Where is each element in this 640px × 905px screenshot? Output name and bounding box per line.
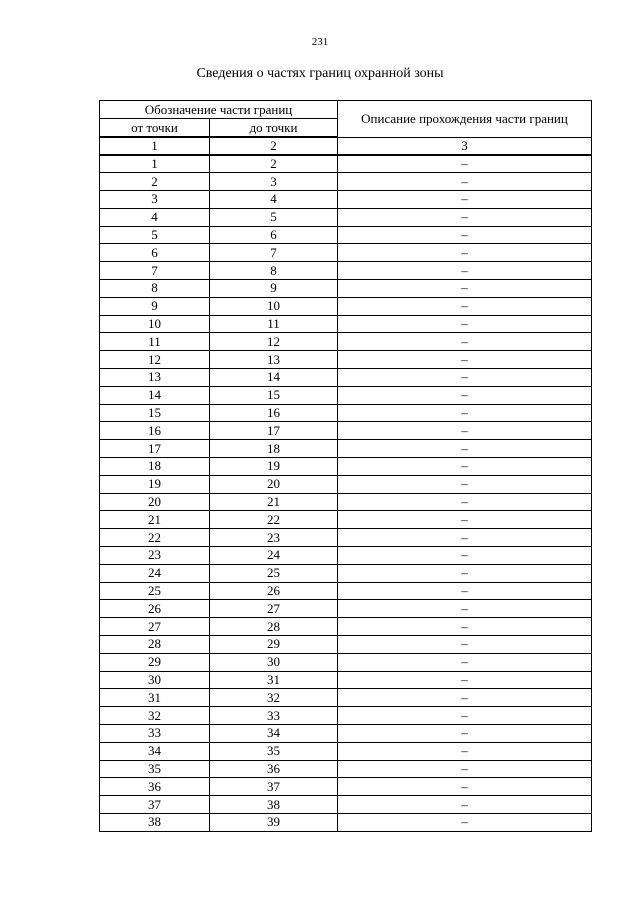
- from-point-cell: 19: [100, 475, 210, 493]
- description-cell: –: [338, 547, 592, 565]
- from-point-cell: 20: [100, 493, 210, 511]
- description-cell: –: [338, 226, 592, 244]
- from-point-cell: 9: [100, 297, 210, 315]
- description-cell: –: [338, 386, 592, 404]
- to-point-cell: 24: [210, 547, 338, 565]
- boundary-parts-table: [99, 100, 592, 832]
- page-number: 231: [311, 36, 329, 48]
- column-number-row: [100, 137, 592, 155]
- table-body: [100, 137, 592, 831]
- description-cell: –: [338, 173, 592, 191]
- from-point-cell: 2: [100, 173, 210, 191]
- description-cell: –: [338, 653, 592, 671]
- to-point-cell: 26: [210, 582, 338, 600]
- table-row: [100, 725, 592, 743]
- description-cell: –: [338, 760, 592, 778]
- to-point-cell: 21: [210, 493, 338, 511]
- from-point-cell: 8: [100, 280, 210, 298]
- table-row: [100, 600, 592, 618]
- table-row: [100, 369, 592, 387]
- to-point-cell: 38: [210, 796, 338, 814]
- from-point-cell: 6: [100, 244, 210, 262]
- table-row: [100, 458, 592, 476]
- from-point-cell: 10: [100, 315, 210, 333]
- description-cell: –: [338, 493, 592, 511]
- from-point-cell: 12: [100, 351, 210, 369]
- from-point-cell: 34: [100, 742, 210, 760]
- table-row: [100, 226, 592, 244]
- table-row: [100, 529, 592, 547]
- to-point-cell: 34: [210, 725, 338, 743]
- from-point-cell: 31: [100, 689, 210, 707]
- header-boundary-description: Описание прохождения части границ: [338, 101, 592, 138]
- table-row: [100, 440, 592, 458]
- table-row: [100, 155, 592, 173]
- to-point-cell: 15: [210, 386, 338, 404]
- to-point-cell: 2: [210, 155, 338, 173]
- from-point-cell: 28: [100, 636, 210, 654]
- to-point-cell: 18: [210, 440, 338, 458]
- table-row: [100, 297, 592, 315]
- header-to-point: до точки: [210, 119, 338, 138]
- to-point-cell: 13: [210, 351, 338, 369]
- table-row: [100, 618, 592, 636]
- table-row: [100, 475, 592, 493]
- from-point-cell: 5: [100, 226, 210, 244]
- to-point-cell: 23: [210, 529, 338, 547]
- to-point-cell: 39: [210, 813, 338, 831]
- document-title: Сведения о частях границ охранной зоны: [196, 66, 444, 81]
- table-row: [100, 315, 592, 333]
- description-cell: –: [338, 511, 592, 529]
- to-point-cell: 31: [210, 671, 338, 689]
- from-point-cell: 35: [100, 760, 210, 778]
- to-point-cell: 19: [210, 458, 338, 476]
- table-row: [100, 280, 592, 298]
- description-cell: –: [338, 707, 592, 725]
- to-point-cell: 35: [210, 742, 338, 760]
- from-point-cell: 4: [100, 208, 210, 226]
- table-header-row-1: [100, 101, 592, 119]
- to-point-cell: 37: [210, 778, 338, 796]
- table-row: [100, 689, 592, 707]
- description-cell: –: [338, 369, 592, 387]
- description-cell: –: [338, 315, 592, 333]
- table-row: [100, 262, 592, 280]
- header-from-point: от точки: [100, 119, 210, 138]
- table-row: [100, 244, 592, 262]
- table-row: [100, 191, 592, 209]
- from-point-cell: 25: [100, 582, 210, 600]
- from-point-cell: 17: [100, 440, 210, 458]
- description-cell: –: [338, 155, 592, 173]
- from-point-cell: 16: [100, 422, 210, 440]
- to-point-cell: 6: [210, 226, 338, 244]
- column-number: 2: [210, 137, 338, 155]
- to-point-cell: 7: [210, 244, 338, 262]
- description-cell: –: [338, 351, 592, 369]
- from-point-cell: 3: [100, 191, 210, 209]
- table-row: [100, 742, 592, 760]
- table-row: [100, 760, 592, 778]
- from-point-cell: 1: [100, 155, 210, 173]
- description-cell: –: [338, 618, 592, 636]
- table-row: [100, 208, 592, 226]
- to-point-cell: 11: [210, 315, 338, 333]
- description-cell: –: [338, 458, 592, 476]
- table-row: [100, 564, 592, 582]
- to-point-cell: 3: [210, 173, 338, 191]
- from-point-cell: 22: [100, 529, 210, 547]
- from-point-cell: 29: [100, 653, 210, 671]
- description-cell: –: [338, 689, 592, 707]
- to-point-cell: 14: [210, 369, 338, 387]
- description-cell: –: [338, 422, 592, 440]
- description-cell: –: [338, 813, 592, 831]
- to-point-cell: 33: [210, 707, 338, 725]
- to-point-cell: 12: [210, 333, 338, 351]
- from-point-cell: 36: [100, 778, 210, 796]
- description-cell: –: [338, 778, 592, 796]
- description-cell: –: [338, 191, 592, 209]
- table-row: [100, 671, 592, 689]
- description-cell: –: [338, 475, 592, 493]
- from-point-cell: 30: [100, 671, 210, 689]
- description-cell: –: [338, 404, 592, 422]
- description-cell: –: [338, 333, 592, 351]
- description-cell: –: [338, 796, 592, 814]
- from-point-cell: 21: [100, 511, 210, 529]
- table-row: [100, 547, 592, 565]
- from-point-cell: 33: [100, 725, 210, 743]
- to-point-cell: 27: [210, 600, 338, 618]
- table-row: [100, 386, 592, 404]
- table-row: [100, 404, 592, 422]
- from-point-cell: 15: [100, 404, 210, 422]
- from-point-cell: 23: [100, 547, 210, 565]
- to-point-cell: 9: [210, 280, 338, 298]
- header-boundary-designation: Обозначение части границ: [100, 101, 338, 119]
- description-cell: –: [338, 529, 592, 547]
- to-point-cell: 28: [210, 618, 338, 636]
- description-cell: –: [338, 671, 592, 689]
- to-point-cell: 25: [210, 564, 338, 582]
- from-point-cell: 7: [100, 262, 210, 280]
- to-point-cell: 16: [210, 404, 338, 422]
- description-cell: –: [338, 725, 592, 743]
- to-point-cell: 4: [210, 191, 338, 209]
- table-row: [100, 173, 592, 191]
- description-cell: –: [338, 208, 592, 226]
- from-point-cell: 38: [100, 813, 210, 831]
- table-row: [100, 511, 592, 529]
- from-point-cell: 11: [100, 333, 210, 351]
- table-row: [100, 707, 592, 725]
- table-row: [100, 653, 592, 671]
- description-cell: –: [338, 244, 592, 262]
- table-row: [100, 493, 592, 511]
- from-point-cell: 26: [100, 600, 210, 618]
- to-point-cell: 32: [210, 689, 338, 707]
- from-point-cell: 14: [100, 386, 210, 404]
- description-cell: –: [338, 297, 592, 315]
- description-cell: –: [338, 582, 592, 600]
- from-point-cell: 37: [100, 796, 210, 814]
- description-cell: –: [338, 600, 592, 618]
- to-point-cell: 22: [210, 511, 338, 529]
- to-point-cell: 10: [210, 297, 338, 315]
- description-cell: –: [338, 262, 592, 280]
- column-number: 1: [100, 137, 210, 155]
- table-row: [100, 422, 592, 440]
- table-row: [100, 796, 592, 814]
- description-cell: –: [338, 636, 592, 654]
- from-point-cell: 18: [100, 458, 210, 476]
- to-point-cell: 5: [210, 208, 338, 226]
- table-row: [100, 778, 592, 796]
- from-point-cell: 32: [100, 707, 210, 725]
- column-number: 3: [338, 137, 592, 155]
- from-point-cell: 24: [100, 564, 210, 582]
- description-cell: –: [338, 280, 592, 298]
- table-row: [100, 813, 592, 831]
- description-cell: –: [338, 440, 592, 458]
- to-point-cell: 36: [210, 760, 338, 778]
- from-point-cell: 13: [100, 369, 210, 387]
- table-row: [100, 333, 592, 351]
- to-point-cell: 8: [210, 262, 338, 280]
- description-cell: –: [338, 564, 592, 582]
- to-point-cell: 20: [210, 475, 338, 493]
- to-point-cell: 29: [210, 636, 338, 654]
- table-row: [100, 351, 592, 369]
- table-row: [100, 636, 592, 654]
- table-row: [100, 582, 592, 600]
- to-point-cell: 30: [210, 653, 338, 671]
- description-cell: –: [338, 742, 592, 760]
- to-point-cell: 17: [210, 422, 338, 440]
- from-point-cell: 27: [100, 618, 210, 636]
